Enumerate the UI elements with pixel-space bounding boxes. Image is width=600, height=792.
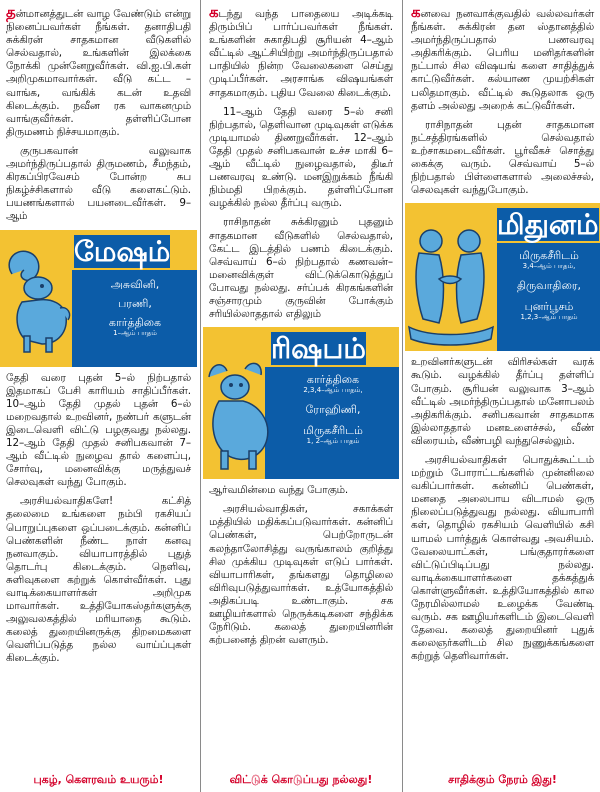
- paragraph-text: னவை நனவாக்குவதில் வல்லவர்கள் நீங்கள். சுக்கிரன் தன ஸ்தானத்தில் அமர்ந்திருப்பதால் பணவரவு அதிகரிக்கும். பெரிய மனிதர்களின் நட்பால் சில விஷயங் களை சாதித்துக் காட்டுவீர்கள். கல்யாண முயற்சிகள் பலிதமாகும். வீட்டில் கூடுதலாக ஒரு தளம் அல்லது அறைக் கட்டுவீர்கள்.: [411, 8, 594, 112]
- column-footer: விட்டுக் கொடுப்பது நல்லது!: [229, 773, 373, 786]
- column-paragraph: [411, 3, 594, 113]
- column-paragraph: குருபகவான் வலுவாக அமர்ந்திருப்பதால் திருமணம், சீமந்தம், கிரகப்பிரவேசம் போன்ற சுப நிகழ்ச்சிகளால் வீடு களைகட்டும். பயணங்களால் பயனடைவீர்கள். 9–ஆம்: [6, 144, 191, 223]
- column-paragraph: அரசியல்வாதிகள், சகாக்கள் மத்தியில் மதிக்கப்படுவார்கள். கன்னிப் பெண்கள், பெற்றோருடன் கலந்தாலோசித்து வருங்காலம் குறித்து சில முக்கிய முடிவுகள் எடுப் பார்கள். வியாபாரிகள், தங்களது தொழிலை விரிவுபடுத்துவார்கள். உத்யோகத்தில் அதிகப்படி உண்டாகும். சக ஊழியர்களால் நெருக்கடிகளை சந்திக்க நேரிடும். கலைத் துறையினரின் கற்பனைத் திறன் வளரும்.: [209, 503, 393, 647]
- star-pada: 3,4–ஆம் பாதம்,: [522, 262, 576, 271]
- drop-cap: த: [6, 3, 16, 21]
- ram-aries-icon: [2, 244, 74, 356]
- column-paragraph: அரசியல்வாதிகள் பொதுக்கூட்டம் மற்றும் போராட்டங்களில் முன்னிலை வகிப்பார்கள். கன்னிப் பெண்கள், மனதை அலைபாய விடாமல் ஒரு நிலைப்படுத்துவது நல்லது. வியாபாரி கள், தொழில் ரகசியம் வெளியில் கசி யாமல் பார்த்துக் கொள்வது அவசியம். வேலையாட்கள், பங்குதாரர்களை விட்டுப்பிடிப்பது நல்லது. வாடிக்கையாளர்களை தக்கத்துக் கொள்ளுவீர்கள். உத்தியோகத்தில் கால நேரமில்லாமல் உழைக்க வேண்டி வரும். சக ஊழியர்களிடம் இடைவெளி தேவை. கலைத் துறையினர் புதுக் கலைஞர்களிடம் சில நுணுக்கங்களை கற்றுத் தெளிவார்கள்.: [411, 453, 594, 663]
- star-list: [269, 373, 397, 446]
- paragraph-text: ன்மானத்துடன் வாழ வேண்டும் என்று நினைப்பவர்கள் நீங்கள். தனாதிபதி சுக்கிரன் சாதகமான வீடுகளில் செல்வதால், உங்களின் இலக்கை நோக்கி முன்னேறுவீர்கள். வி.ஐ.பி.கள் அறிமுகமாவார்கள். வீடு கட்ட – வாங்க, வங்கிக் கடன் உதவி கிடைக்கும். நவீன ரக வாகனமும் வாங்குவீர்கள். தள்ளிப்போன திருமணம் நிச்சயமாகும்.: [6, 8, 191, 138]
- column-paragraph: [6, 3, 191, 139]
- column-paragraph: ராசிநாதன் புதன் சாதகமான நட்சத்திரங்களில் செல்வதால் உற்சாகமடைவீர்கள். பூர்வீகச் சொத்து கைக்கு வரும். செவ்வாய் 5–ல் நிற்பதால் பிள்ளைகளால் அலைச்சல், செலவுகள் வந்துபோகும்.: [411, 118, 594, 197]
- mithunam-column: [405, 0, 600, 792]
- star-name: மிருகசீரிடம்: [519, 249, 579, 263]
- column-paragraph: அரசியல்வாதிகளே! கட்சித் தலைமை உங்களை நம்பி ரகசியப் பொறுப்புகளை ஒப்படைக்கும். கன்னிப் பெண்களின் நீண்ட நாள் கனவு நனவாகும். வியாபாரத்தில் புதுத் தொடர்பு கிடைக்கும். நெளிவு, சுளிவுகளை கற்றுக் கொள்வீர்கள். புது வாடிக்கையாளர்கள் அறிமுக மாவார்கள். உத்தியோகஸ்தர்களுக்கு அலுவலகத்தில் மரியாதை கூடும். கலைத் துறையினருக்கு திறமைகளை வெளிப்படுத்த நல்ல வாய்ப்புகள் கிடைக்கும்.: [6, 495, 191, 665]
- paragraph-text: டந்து வந்த பாதையை அடிக்கடி திரும்பிப் பார்ப்பவர்கள் நீங்கள். உங்களின் சுகாதிபதி சூரியன் 4–ஆம் வீட்டில் ஆட்சியிற்று அமர்ந்திருப்பதால் பாதியில் நின்ற வேலைகளை செய்து முடிப்பீர்கள். அரசாங்க விஷயங்கள் சாதகமாகும். புதிய வேலை கிடைக்கும்.: [209, 8, 393, 99]
- sign-title: ரிஷபம்: [271, 332, 366, 366]
- star-name: கார்த்திகை: [108, 315, 162, 329]
- drop-cap: க: [209, 3, 219, 21]
- star-pada: 1–ஆம் பாதம்: [113, 328, 157, 337]
- drop-cap: க: [411, 3, 421, 21]
- column-paragraph: ராசிநாதன் சுக்கிரனும் புதனும் சாதகமான வீடுகளில் செல்வதால், கேட்ட இடத்தில் பணம் கிடைக்கும். செவ்வாய் 6–ல் நிற்பதால் கணவன்–மனைவிக்குள் விட்டுக்கொடுத்துப் போவது நல்லது. சர்ப்பக் கிரகங்களின் சஞ்சாரமும் குருவின் போக்கும் சரியில்லாததால் எதிலும்: [209, 216, 393, 321]
- twins-gemini-icon: [405, 219, 497, 347]
- mesham-column: [0, 0, 197, 792]
- star-name: பரணி,: [118, 296, 152, 310]
- column-footer: புகழ், கௌரவம் உயரும்!: [33, 773, 164, 786]
- column-paragraph: [209, 3, 393, 100]
- star-list: [499, 249, 599, 322]
- column-paragraph: தேதி வரை புதன் 5–ல் நிற்பதால் இதமாகப் பேசி காரியம் சாதிப்பீர்கள். 10–ஆம் தேதி முதல் புதன் 6–ல் மறைவதால் உறவினர், நண்பர் களுடன் இடைவெளி விட்டு பழகுவது நல்லது. 12–ஆம் தேதி முதல் சனிபகவான் 7–ஆம் வீட்டில் நுழைவ தால் களைப்பு, சோர்வு, மனைவிக்கு மருத்துவச் செலவுகள் வந்து போகும்.: [6, 371, 191, 489]
- star-list: [76, 278, 194, 338]
- column-paragraph: ஆர்வமின்மை வந்து போகும்.: [209, 484, 349, 497]
- star-pada: 2,3,4–ஆம் பாதம்,: [303, 386, 363, 395]
- star-name: மிருகசீரிடம்: [303, 424, 363, 438]
- bull-taurus-icon: [203, 357, 275, 475]
- star-pada: 1,2,3–ஆம் பாதம்: [520, 313, 578, 322]
- rishabam-column: [203, 0, 399, 792]
- sign-panel-rishabam: [203, 327, 399, 479]
- sign-title: மேஷம்: [74, 234, 171, 268]
- star-name: திருவாதிரை,: [516, 279, 582, 293]
- sign-title: மிதுனம்: [497, 208, 599, 242]
- sign-panel-mithunam: [405, 203, 600, 351]
- column-divider: [402, 0, 403, 792]
- star-name: ரோஹிணி,: [305, 403, 361, 417]
- column-paragraph: உறவினர்களுடன் விரிசல்கள் வரக் கூடும். வழக்கில் தீர்ப்பு தள்ளிப் போகும். சூரியன் வலுவாக 3–ஆம் வீட்டில் அமர்ந்திருப்பதால் மனோபலம் அதிகரிக்கும். சனிபகவான் சாதகமாக இல்லாததால் மனஉளைச்சல், வீண் விரையம், வீண்பழி வந்துசெல்லும்.: [411, 356, 594, 447]
- star-name: புனர்பூசம்: [524, 300, 574, 314]
- sign-panel-mesham: [0, 230, 197, 367]
- column-paragraph: 11–ஆம் தேதி வரை 5–ல் சனி நிற்பதால், தெளிவான முடிவுகள் எடுக்க முடியாமல் திணறுவீர்கள். 12–ஆம் தேதி முதல் சனிபகவான் உச்ச மாகி 6–ஆம் வீட்டில் நுழைவதால், திடீர் பணவரவு உண்டு. மனஇறுக்கம் நீங்கி நிம்மதி பிறக்கும். தள்ளிப்போன வழக்கில் நல்ல தீர்ப்பு வரும்.: [209, 105, 393, 210]
- column-divider: [200, 0, 201, 792]
- star-name: அசுவினி,: [110, 277, 160, 291]
- column-footer: சாதிக்கும் நேரம் இது!: [448, 773, 557, 786]
- star-name: கார்த்திகை: [306, 373, 360, 387]
- star-pada: 1, 2–ஆம் பாதம்: [306, 437, 360, 446]
